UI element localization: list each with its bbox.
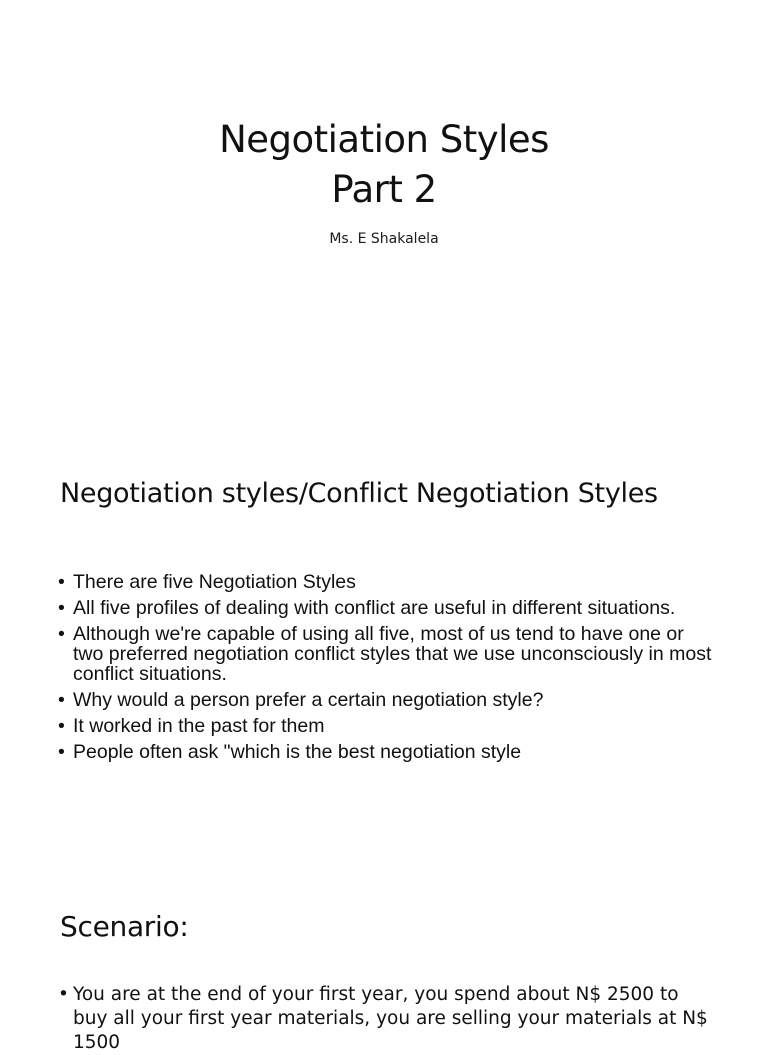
slide-heading: Negotiation styles/Conflict Negotiation Styles [60,478,658,509]
bullet-icon: • [58,571,65,593]
bullet-item [58,742,718,762]
bullet-text: People often ask "which is the best negotiation style [73,741,522,763]
slide-title-line-1: Negotiation Styles [219,118,549,161]
bullet-list [58,983,718,1055]
bullet-item [58,572,718,592]
bullet-item [58,983,718,1055]
bullet-text: It worked in the past for them [73,715,325,737]
bullet-icon: • [58,715,65,737]
bullet-icon: • [58,741,65,763]
bullet-text: Why would a person prefer a certain negotiation style? [73,689,544,711]
slide-subtitle: Ms. E Shakalela [329,231,439,247]
bullet-item [58,598,718,618]
bullet-text: There are five Negotiation Styles [73,571,356,593]
bullet-text: You are at the end of your first year, you spend about N$ 2500 to buy all your first year materials, you are selling your materials at N$ 1500 [73,984,708,1053]
bullet-icon: • [58,689,65,711]
bullet-icon: • [58,623,65,645]
bullet-list [58,572,718,768]
bullet-item [58,624,718,684]
bullet-icon: • [58,984,69,1005]
styles-slide [0,400,768,880]
bullet-item [58,690,718,710]
slide-heading: Scenario: [60,910,189,943]
bullet-text: Although we're capable of using all five, most of us tend to have one or two preferred negotiation conflict styles that we use unconsciously in most conflict situations. [73,623,712,685]
bullet-text: All five profiles of dealing with conflict are useful in different situations. [73,597,676,619]
slide-title-line-2: Part 2 [331,168,437,211]
bullet-icon: • [58,597,65,619]
scenario-slide [0,880,768,1053]
title-slide [0,0,768,400]
bullet-item [58,716,718,736]
